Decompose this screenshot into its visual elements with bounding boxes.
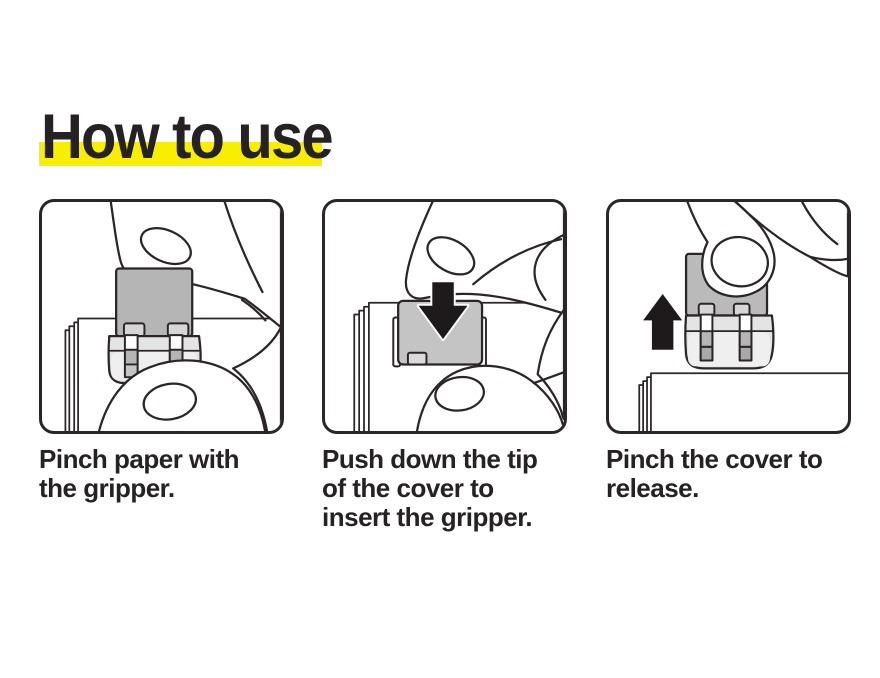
step-3-caption [606, 445, 876, 503]
cover-window [408, 353, 427, 365]
gripper-prong [740, 331, 752, 347]
step-2-panel [322, 199, 567, 434]
step-2-illustration [325, 202, 564, 431]
gripper-prong [740, 347, 752, 361]
step-3-illustration [609, 202, 848, 431]
up-arrow-icon [643, 294, 682, 350]
caption-line: Push down the tip [322, 444, 538, 474]
step-1-caption [39, 445, 309, 503]
caption-line: Pinch paper with [39, 444, 240, 474]
gripper-prong [701, 347, 713, 361]
caption-line: of the cover to [322, 473, 494, 503]
caption-line: the gripper. [39, 473, 175, 503]
caption-line: insert the gripper. [322, 502, 533, 532]
paper-stack [639, 373, 848, 431]
gripper-prong [701, 331, 713, 347]
gripper-prong [125, 350, 138, 365]
caption-line: Pinch the cover to [606, 444, 823, 474]
step-3-panel [606, 199, 851, 434]
step-2-caption [322, 445, 592, 532]
caption-line: release. [606, 473, 699, 503]
step-1-panel [39, 199, 284, 434]
page-title: How to use [41, 102, 332, 172]
step-1-illustration [42, 202, 281, 431]
